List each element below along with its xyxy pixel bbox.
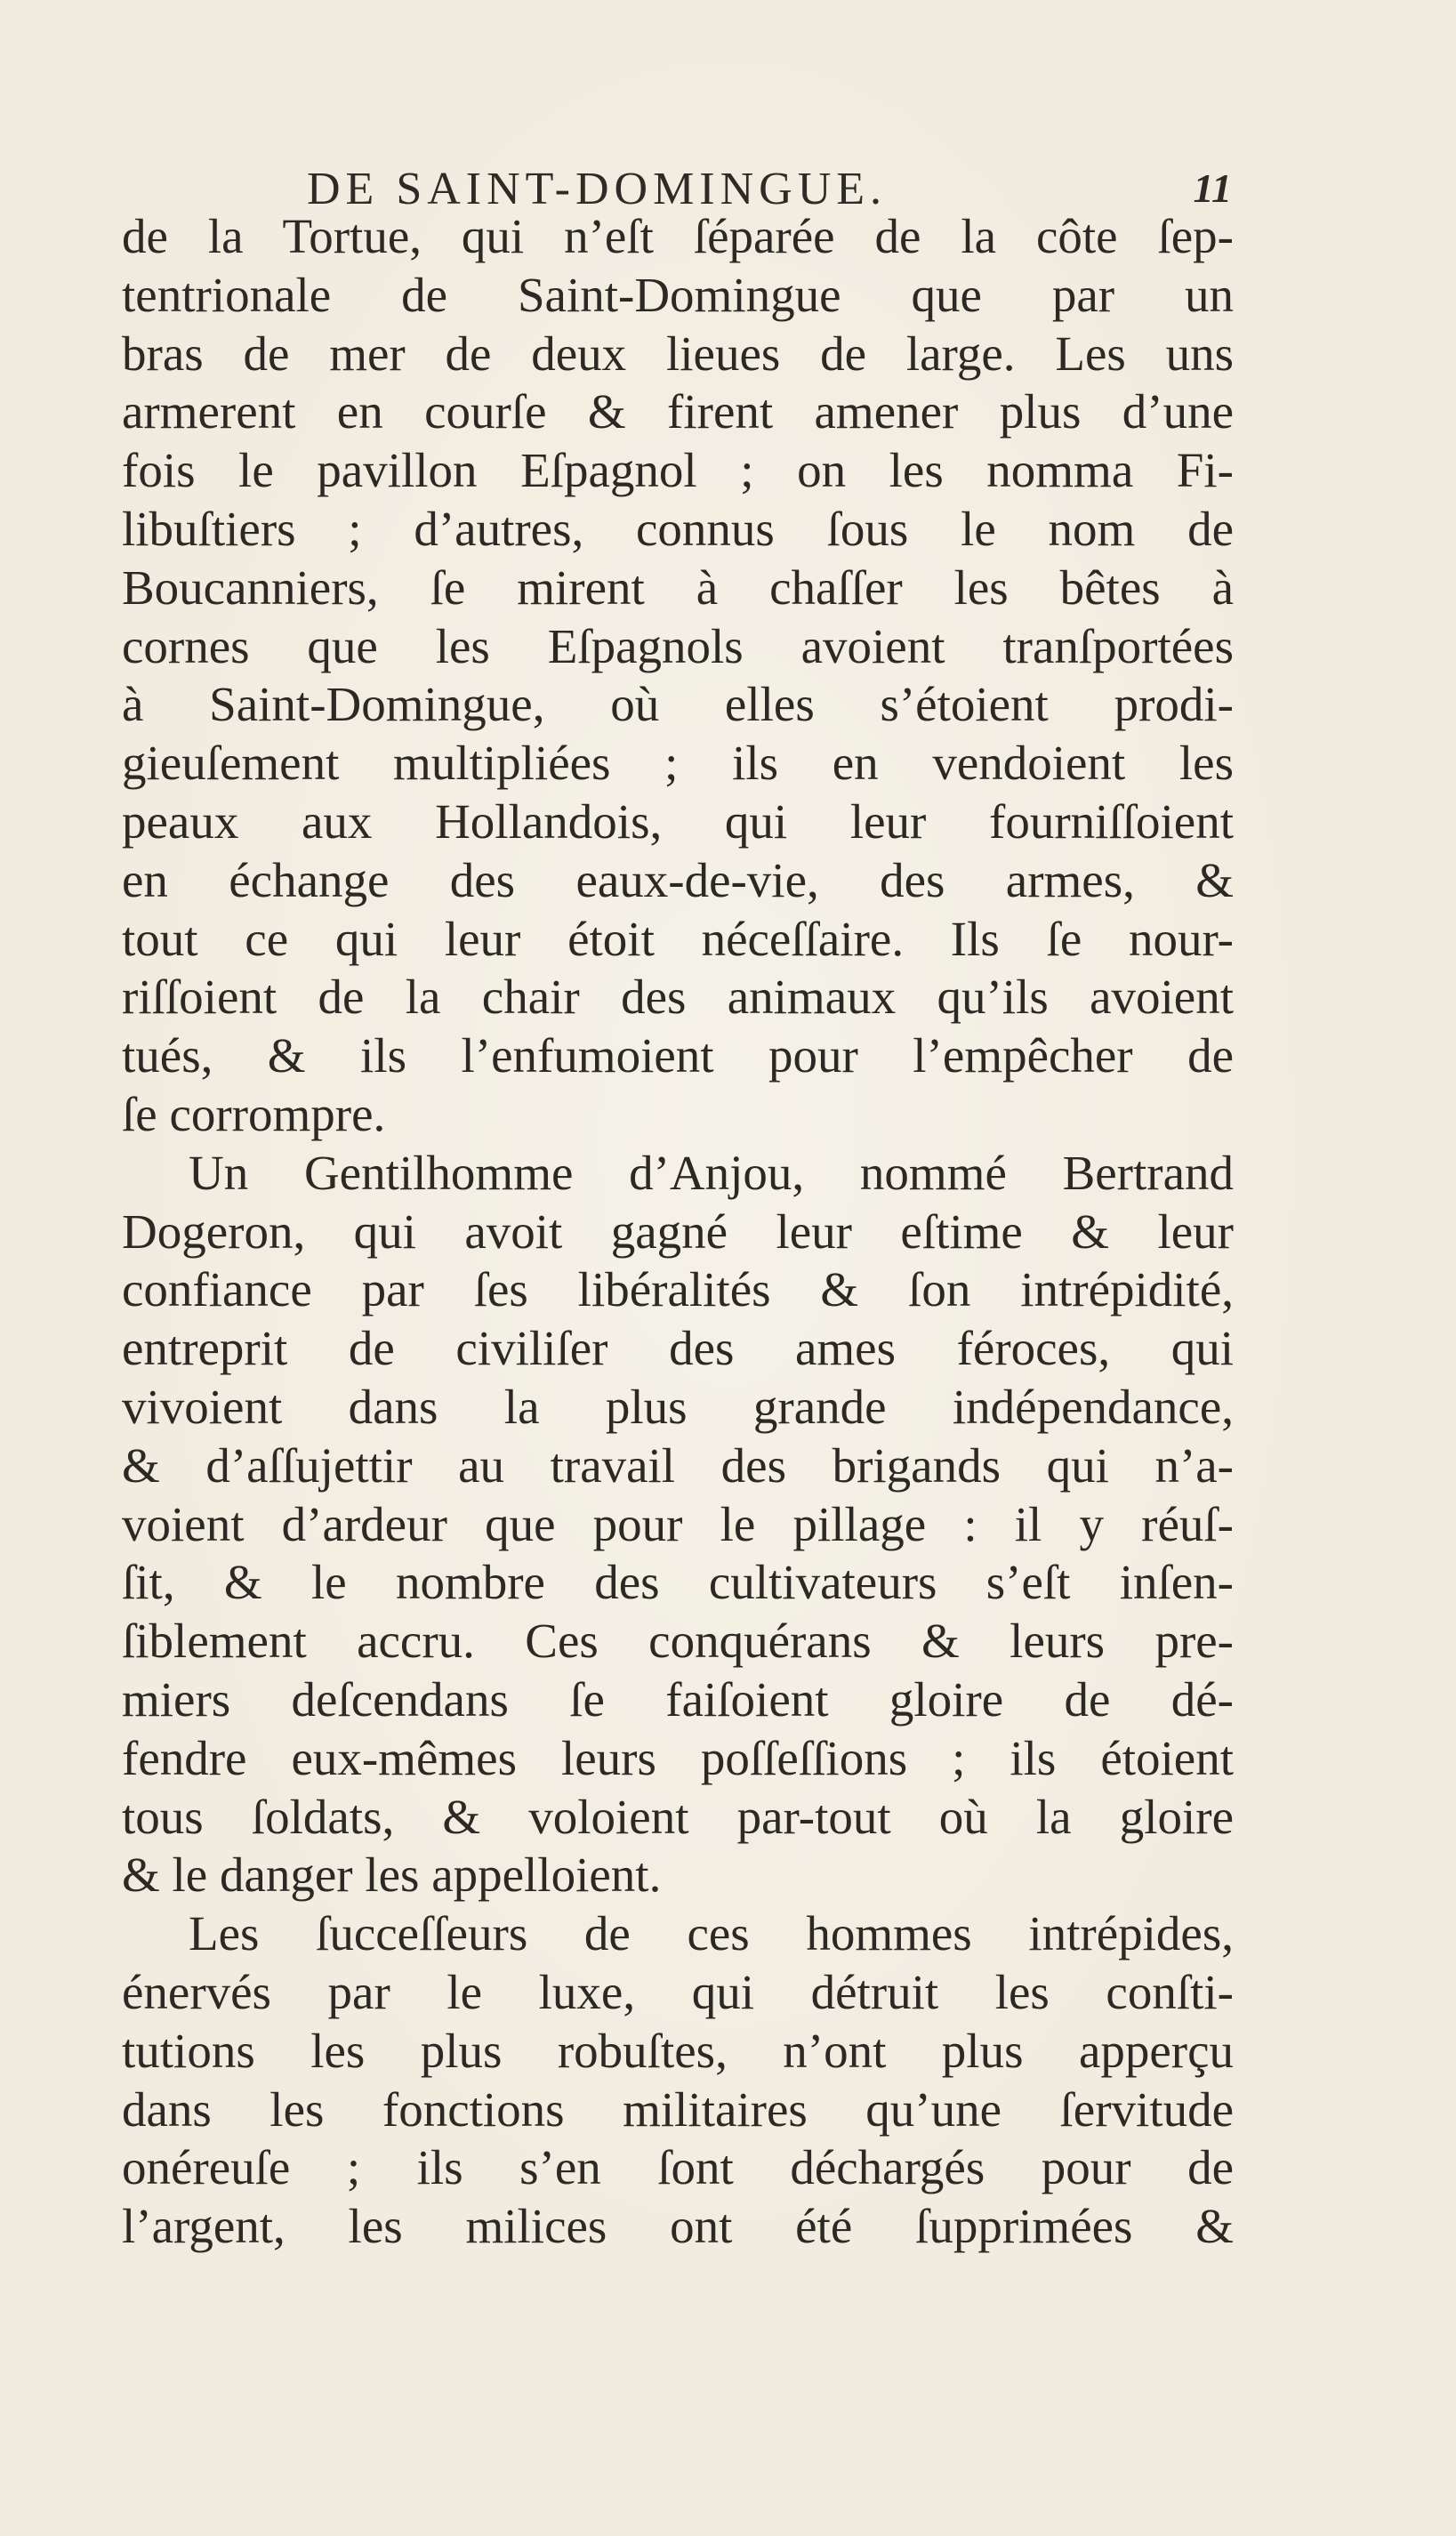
text-line: Un Gentilhomme d’Anjou, nommé Bertrand [189, 1145, 1234, 1200]
text-line: en échange des eaux-de-vie, des armes, & [122, 852, 1234, 907]
text-line: tous ſoldats, & voloient par-tout où la gloire [122, 1789, 1234, 1844]
text-line: tutions les plus robuſtes, n’ont plus apperçu [122, 2023, 1234, 2078]
text-line: gieuſement multipliées ; ils en vendoient les [122, 736, 1234, 791]
text-line: Les ſucceſſeurs de ces hommes intrépides, [189, 1906, 1234, 1961]
text-line: tentrionale de Saint-Domingue que par un [122, 267, 1234, 322]
text-line: ſiblement accru. Ces conquérans & leurs pre- [122, 1614, 1234, 1669]
text-line: l’argent, les milices ont été ſupprimées & [122, 2199, 1234, 2254]
text-line: ſit, & le nombre des cultivateurs s’eſt inſen- [122, 1555, 1234, 1610]
text-line: bras de mer de deux lieues de large. Les uns [122, 326, 1234, 381]
text-line: miers deſcendans ſe faiſoient gloire de dé- [122, 1671, 1234, 1727]
text-line: ſe corrompre. [122, 1086, 386, 1141]
text-line: peaux aux Hollandois, qui leur fourniſſoient [122, 793, 1234, 849]
text-line: dans les fonctions militaires qu’une ſervitude [122, 2081, 1234, 2137]
body-text [122, 207, 1234, 2256]
text-line: vivoient dans la plus grande indépendance, [122, 1379, 1234, 1434]
page-number: 11 [1193, 165, 1232, 211]
text-line: tout ce qui leur étoit néceſſaire. Ils ſe nour- [122, 911, 1234, 966]
text-line: énervés par le luxe, qui détruit les conſti- [122, 1964, 1234, 2019]
text-line: à Saint-Domingue, où elles s’étoient prodi- [122, 677, 1234, 732]
text-line: entreprit de civiliſer des ames féroces, qui [122, 1321, 1234, 1376]
text-line: & d’aſſujettir au travail des brigands qui n’a- [122, 1437, 1234, 1493]
text-line: armerent en courſe & firent amener plus d’une [122, 384, 1234, 439]
text-line: Boucanniers, ſe mirent à chaſſer les bêtes à [122, 560, 1234, 615]
text-line: riſſoient de la chair des animaux qu’ils avoient [122, 970, 1234, 1025]
running-title: DE SAINT-DOMINGUE. [307, 164, 888, 214]
text-line: Dogeron, qui avoit gagné leur eſtime & leur [122, 1204, 1234, 1259]
text-line: confiance par ſes libéralités & ſon intrépidité, [122, 1262, 1234, 1317]
text-line: tués, & ils l’enfumoient pour l’empêcher de [122, 1028, 1234, 1083]
text-line: voient d’ardeur que pour le pillage : il y réuſ- [122, 1496, 1234, 1551]
text-line: fendre eux-mêmes leurs poſſeſſions ; ils étoient [122, 1730, 1234, 1785]
text-line: de la Tortue, qui n’eſt ſéparée de la côte ſep- [122, 209, 1234, 263]
text-line: libuſtiers ; d’autres, connus ſous le nom de [122, 501, 1234, 556]
text-line: & le danger les appelloient. [122, 1848, 662, 1903]
text-line: onéreuſe ; ils s’en ſont déchargés pour de [122, 2140, 1234, 2195]
text-line: fois le pavillon Eſpagnol ; on les nomma Fi- [122, 443, 1234, 498]
text-line: cornes que les Eſpagnols avoient tranſportées [122, 618, 1234, 673]
